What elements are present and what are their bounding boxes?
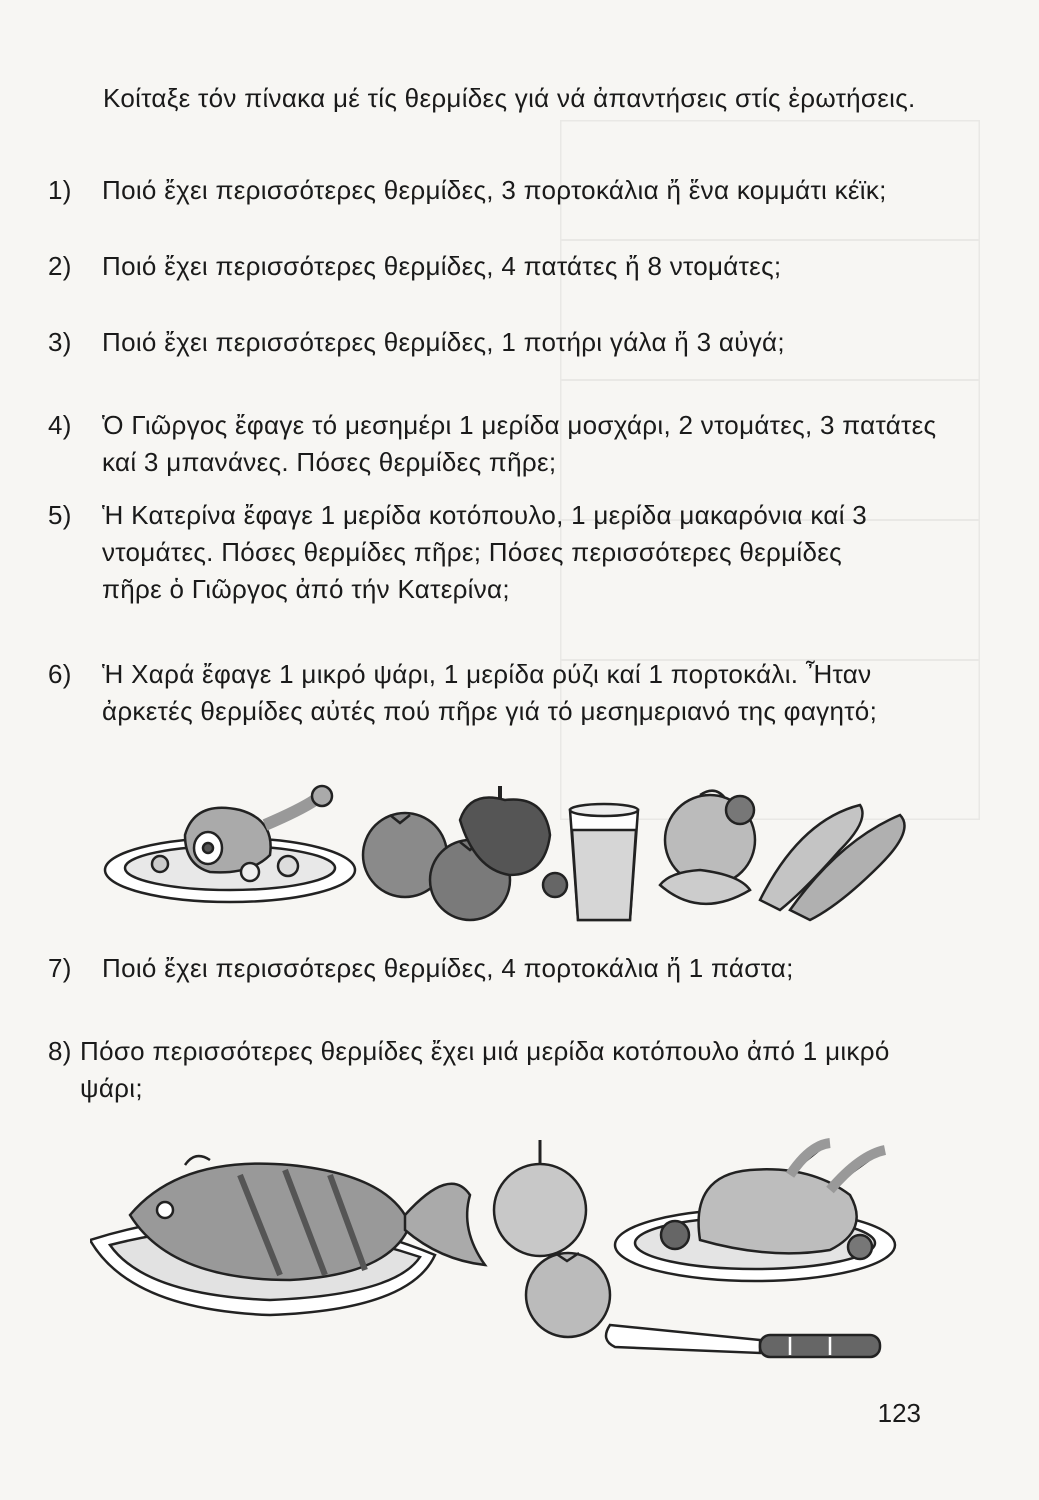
intro-instruction: Κοίταξε τόν πίνακα μέ τίς θερμίδες γιά νά ἀπαντήσεις στίς ἐρωτήσεις. xyxy=(103,83,916,113)
fish-dish-icon xyxy=(90,1156,485,1315)
question-number: 2) xyxy=(48,251,72,281)
question-number: 7) xyxy=(48,953,72,983)
ham-plate-icon xyxy=(105,786,355,902)
knife-icon xyxy=(606,1325,880,1357)
question-text: Ἡ Κατερίνα ἔφαγε 1 μερίδα κοτόπουλο, 1 μερίδα μακαρόνια καί 3 ντομάτες. Πόσες θερμίδες πῆρε; Πόσες περισσότερες θερμίδες πῆρε ὁ Γιῶργος ἀπό τήν Κατερίνα; xyxy=(102,500,868,604)
question-text: Ὁ Γιῶργος ἔφαγε τό μεσημέρι 1 μερίδα μοσχάρι, 2 ντομάτες, 3 πατάτες καί 3 μπανάνες. Πόσες θερμίδες πῆρε; xyxy=(102,410,937,477)
question-number: 1) xyxy=(48,175,72,205)
question-text: Ποιό ἔχει περισσότερες θερμίδες, 3 πορτοκάλια ἤ ἕνα κομμάτι κέϊκ; xyxy=(102,175,887,205)
page-number: 123 xyxy=(877,1398,921,1428)
food-illustration-meat-vegetables xyxy=(100,780,930,930)
question-number: 8) xyxy=(48,1036,72,1066)
question-text: Ἡ Χαρά ἔφαγε 1 μικρό ψάρι, 1 μερίδα ρύζι καί 1 πορτοκάλι. Ἦταν ἀρκετές θερμίδες αὐτές πού πῆρε γιά τό μεσημεριανό της φαγητό; xyxy=(102,659,878,726)
oranges-bananas-icon xyxy=(660,791,905,920)
question-text: Ποιό ἔχει περισσότερες θερμίδες, 4 πατάτες ἤ 8 ντομάτες; xyxy=(102,251,782,281)
question-number: 3) xyxy=(48,327,72,357)
question-text: Πόσο περισσότερες θερμίδες ἔχει μιά μερίδα κοτόπουλο ἀπό 1 μικρό ψάρι; xyxy=(80,1036,890,1103)
question-number: 5) xyxy=(48,500,72,530)
food-illustration-fish-chicken xyxy=(90,1135,920,1365)
question-number: 6) xyxy=(48,659,72,689)
roast-chicken-plate-icon xyxy=(615,1143,895,1281)
tomatoes-peppers-icon xyxy=(363,786,567,920)
question-number: 4) xyxy=(48,410,72,440)
question-text: Ποιό ἔχει περισσότερες θερμίδες, 4 πορτοκάλια ἤ 1 πάστα; xyxy=(102,953,794,983)
glass-of-milk-icon xyxy=(570,804,638,920)
question-text: Ποιό ἔχει περισσότερες θερμίδες, 1 ποτήρι γάλα ἤ 3 αὐγά; xyxy=(102,327,785,357)
orange-tomato-icon xyxy=(494,1140,610,1337)
